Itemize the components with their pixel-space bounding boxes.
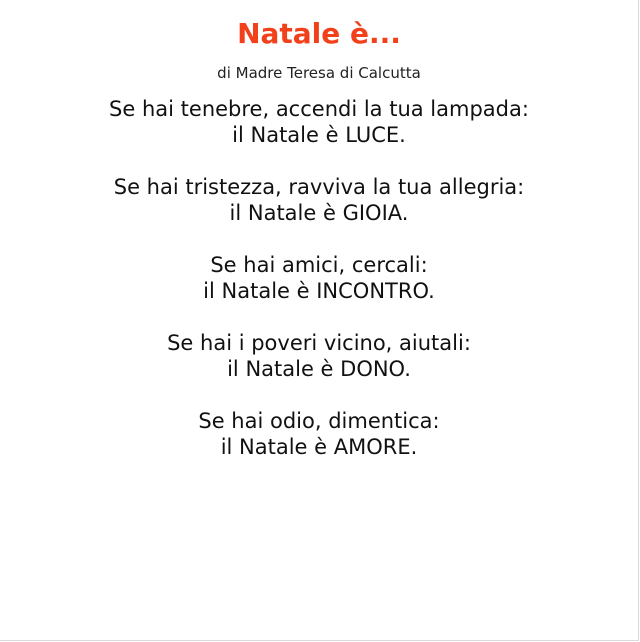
stanza-line: il Natale è DONO. bbox=[227, 357, 411, 381]
stanza-line: Se hai tristezza, ravviva la tua allegria: bbox=[113, 175, 525, 199]
stanza-line: Se hai amici, cercali: bbox=[210, 253, 428, 277]
stanza-line: il Natale è LUCE. bbox=[232, 123, 406, 147]
stanza-line: il Natale è INCONTRO. bbox=[203, 279, 435, 303]
stanza-3 bbox=[0, 252, 638, 304]
stanza-5 bbox=[0, 408, 638, 460]
stanza-2 bbox=[0, 174, 638, 226]
stanza-line: il Natale è AMORE. bbox=[220, 435, 418, 459]
stanza-line: Se hai tenebre, accendi la tua lampada: bbox=[109, 97, 529, 121]
poem-author: di Madre Teresa di Calcutta bbox=[217, 64, 421, 82]
stanza-line: Se hai odio, dimentica: bbox=[198, 409, 440, 433]
stanza-line: Se hai i poveri vicino, aiutali: bbox=[167, 331, 471, 355]
poem-body bbox=[0, 96, 638, 486]
stanza-1 bbox=[0, 96, 638, 148]
stanza-4 bbox=[0, 330, 638, 382]
poem-title: Natale è... bbox=[237, 17, 401, 50]
stanza-line: il Natale è GIOIA. bbox=[229, 201, 409, 225]
